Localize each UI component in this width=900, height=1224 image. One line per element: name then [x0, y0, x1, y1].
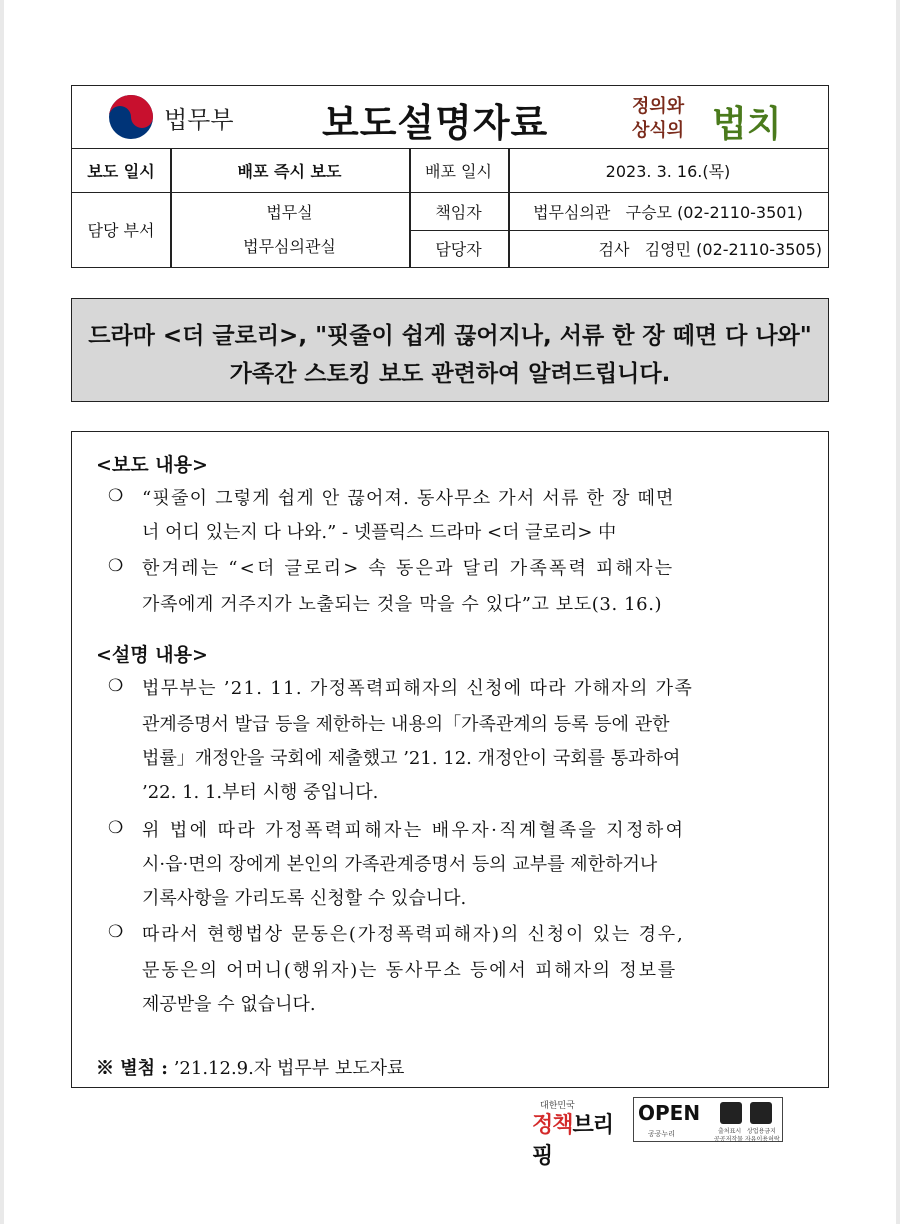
responsible-value: 법무심의관 구승모 (02-2110-3501)	[533, 202, 803, 222]
release-date-label: 배포 일시	[425, 161, 492, 181]
attribution-icon	[720, 1102, 742, 1124]
release-date-value: 2023. 3. 16.(목)	[605, 161, 731, 181]
slogan-line1: 정의와	[632, 96, 685, 117]
explain-item2-line2: 시·읍·면의 장에게 본인의 가족관계증명서 등의 교부를 제한하거나	[142, 854, 658, 875]
brief-rest-text: 브리핑	[532, 1113, 614, 1169]
report-item2-line1: 한겨레는 “<더 글로리> 속 동은과 달리 가족폭력 피해자는	[142, 558, 675, 579]
explain-item1-line1: 법무부는 ’21. 11. 가정폭력피해자의 신청에 따라 가해자의 가족	[142, 678, 694, 699]
open-sub2-text: 공공저작물 자유이용허락	[714, 1136, 780, 1143]
title-row	[72, 86, 828, 149]
report-section-title: <보도 내용>	[96, 454, 208, 476]
report-item1-line2: 너 어디 있는지 다 나와.” - 넷플릭스 드라마 <더 글로리> 中	[142, 522, 617, 543]
brief-red-text: 정책	[532, 1113, 573, 1138]
bullet-icon: ❍	[108, 922, 124, 942]
explain-item3-line3: 제공받을 수 없습니다.	[142, 994, 316, 1015]
explain-item1-line3: 법률」개정안을 국회에 제출했고 ’21. 12. 개정안이 국회를 통과하여	[142, 748, 681, 769]
contact-value: 검사 김영민 (02-2110-3505)	[598, 240, 822, 259]
report-item2-line2: 가족에게 거주지가 노출되는 것을 막을 수 있다”고 보도(3. 16.)	[142, 594, 663, 615]
ministry-emblem-icon	[108, 94, 154, 140]
appendix-label: ※ 별첨 :	[96, 1058, 168, 1079]
explain-section-title: <설명 내용>	[96, 644, 208, 666]
policy-briefing-logo	[532, 1098, 628, 1169]
header-box	[71, 85, 829, 268]
bullet-icon: ❍	[108, 676, 124, 696]
dept-line2: 법무심의관실	[243, 236, 336, 256]
page-edge-right	[896, 0, 900, 1224]
explain-item2-line1: 위 법에 따라 가정폭력피해자는 배우자·직계혈족을 지정하여	[142, 820, 686, 841]
explain-item2-line3: 기록사항을 가리도록 신청할 수 있습니다.	[142, 888, 467, 909]
report-item1-line1: “핏줄이 그렇게 쉽게 안 끊어져. 동사무소 가서 서류 한 장 떼면	[142, 488, 675, 509]
explain-item3-line2: 문동은의 어머니(행위자)는 동사무소 등에서 피해자의 정보를	[142, 960, 677, 981]
report-date-label: 보도 일시	[87, 161, 155, 181]
open-sub-text: 공공누리	[648, 1130, 676, 1138]
bullet-icon: ❍	[108, 556, 124, 576]
report-date-value: 배포 즉시 보도	[237, 161, 342, 181]
no-commercial-label: 상업용금지	[747, 1128, 776, 1135]
slogan-line2: 상식의	[632, 120, 685, 141]
document-title: 보도설명자료	[322, 100, 549, 145]
explain-item3-line1: 따라서 현행법상 문동은(가정폭력피해자)의 신청이 있는 경우,	[142, 924, 685, 945]
brief-small-text: 대한민국	[540, 1101, 575, 1111]
open-text: OPEN	[638, 1101, 701, 1125]
dept-label: 담당 부서	[87, 221, 155, 240]
headline-line2: 가족간 스토킹 보도 관련하여 알려드립니다.	[229, 361, 671, 387]
slogan-big: 법치	[712, 103, 782, 145]
contact-label: 담당자	[435, 240, 482, 259]
slogan-logo	[622, 90, 822, 144]
bullet-icon: ❍	[108, 486, 124, 506]
kogl-open-license-logo	[633, 1097, 783, 1142]
content-box	[71, 431, 829, 1088]
responsible-label: 책임자	[435, 202, 482, 222]
explain-item1-line4: ’22. 1. 1.부터 시행 중입니다.	[142, 782, 379, 803]
bullet-icon: ❍	[108, 818, 124, 838]
dept-line1: 법무실	[266, 202, 313, 222]
appendix-value: ’21.12.9.자 법무부 보도자료	[173, 1058, 405, 1079]
headline-box	[71, 298, 829, 402]
brief-big-text	[532, 1108, 628, 1170]
headline-line1: 드라마 <더 글로리>, "핏줄이 쉽게 끊어지나, 서류 한 장 떼면 다 나와"	[88, 323, 812, 349]
page-edge-left	[0, 0, 4, 1224]
attribution-label: 출처표시	[718, 1128, 742, 1135]
explain-item1-line2: 관계증명서 발급 등을 제한하는 내용의「가족관계의 등록 등에 관한	[142, 714, 670, 735]
no-commercial-icon	[750, 1102, 772, 1124]
appendix-note	[96, 1054, 404, 1080]
ministry-name: 법무부	[164, 106, 234, 134]
